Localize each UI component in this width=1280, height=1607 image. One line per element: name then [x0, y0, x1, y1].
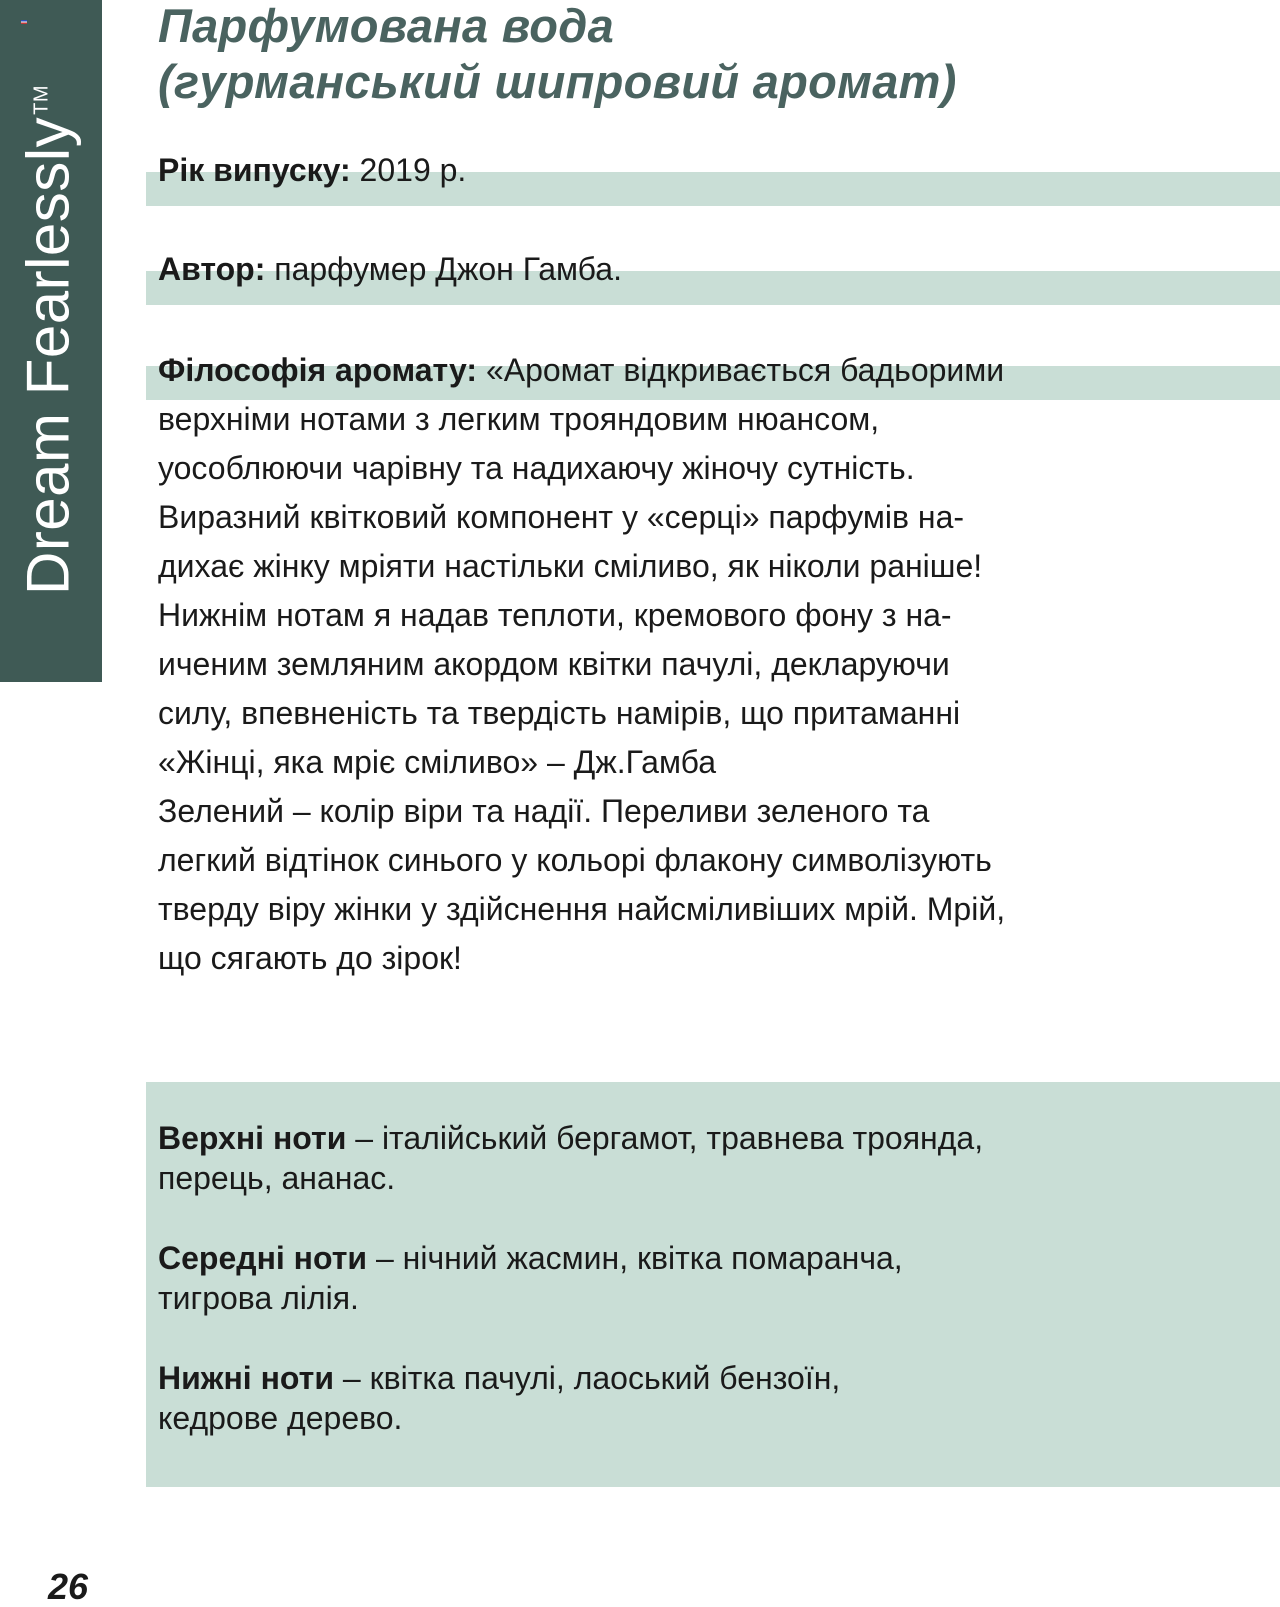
- philosophy-line: легкий відтінок синього у кольорі флакону символізують: [158, 842, 992, 878]
- title-line-1: Парфумована вода: [158, 0, 615, 52]
- philosophy-text: [158, 346, 1268, 983]
- philosophy-line: тверду віру жінки у здійснення найсміливіших мрій. Мрій,: [158, 891, 1006, 927]
- release-year-label: Рік випуску:: [158, 152, 351, 188]
- middle-notes-label: Середні ноти: [158, 1240, 368, 1276]
- middle-notes: Середні ноти – нічний жасмин, квітка помаранча, тигрова лілія.: [158, 1240, 903, 1316]
- author-value: парфумер Джон Гамба.: [265, 251, 622, 287]
- philosophy-line: иченим земляним акордом квітки пачулі, декларуючи: [158, 646, 950, 682]
- philosophy-line: що сягають до зірок!: [158, 940, 462, 976]
- side-tab: [0, 0, 102, 682]
- philosophy-line: Виразний квітковий компонент у «серці» парфумів на-: [158, 499, 965, 535]
- page-number: 26: [48, 1566, 89, 1607]
- philosophy-line: силу, впевненість та твердість намірів, що притаманні: [158, 695, 961, 731]
- base-notes-label: Нижні ноти: [158, 1360, 334, 1396]
- philosophy-line: верхніми нотами з легким трояндовим нюансом,: [158, 401, 880, 437]
- title-line-2: (гурманський шипровий аромат): [158, 55, 957, 108]
- philosophy-label: Філософія аромату:: [158, 352, 478, 388]
- top-notes: Верхні ноти – італійський бергамот, травнева троянда, перець, ананас.: [158, 1120, 984, 1196]
- philosophy-line: уособлюючи чарівну та надихаючу жіночу сутність.: [158, 450, 915, 486]
- release-year: [158, 150, 466, 190]
- flag-icon: [21, 20, 27, 24]
- philosophy-line: «Жінці, яка мріє сміливо» – Дж.Гамба: [158, 744, 716, 780]
- philosophy-line: Нижнім нотам я надав теплоти, кремового фону з на-: [158, 597, 952, 633]
- top-notes-label: Верхні ноти: [158, 1120, 347, 1156]
- base-notes: Нижні ноти – квітка пачулі, лаоський бензоїн, кедрове дерево.: [158, 1360, 841, 1436]
- side-tab-text: Dream Fearlessly: [14, 116, 82, 595]
- author-label: Автор:: [158, 251, 266, 287]
- philosophy-line: дихає жінку мріяти настільки сміливо, як ніколи раніше!: [158, 548, 983, 584]
- trademark-mark: TM: [30, 85, 53, 115]
- side-tab-label: [14, 85, 83, 595]
- philosophy-line: Зелений – колір віри та надії. Переливи зеленого та: [158, 793, 930, 829]
- release-year-value: 2019 р.: [350, 152, 467, 188]
- page-title: [158, 0, 1258, 110]
- author: [158, 249, 622, 289]
- philosophy-line: Філософія аромату: «Аромат відкривається бадьорими: [158, 352, 1005, 388]
